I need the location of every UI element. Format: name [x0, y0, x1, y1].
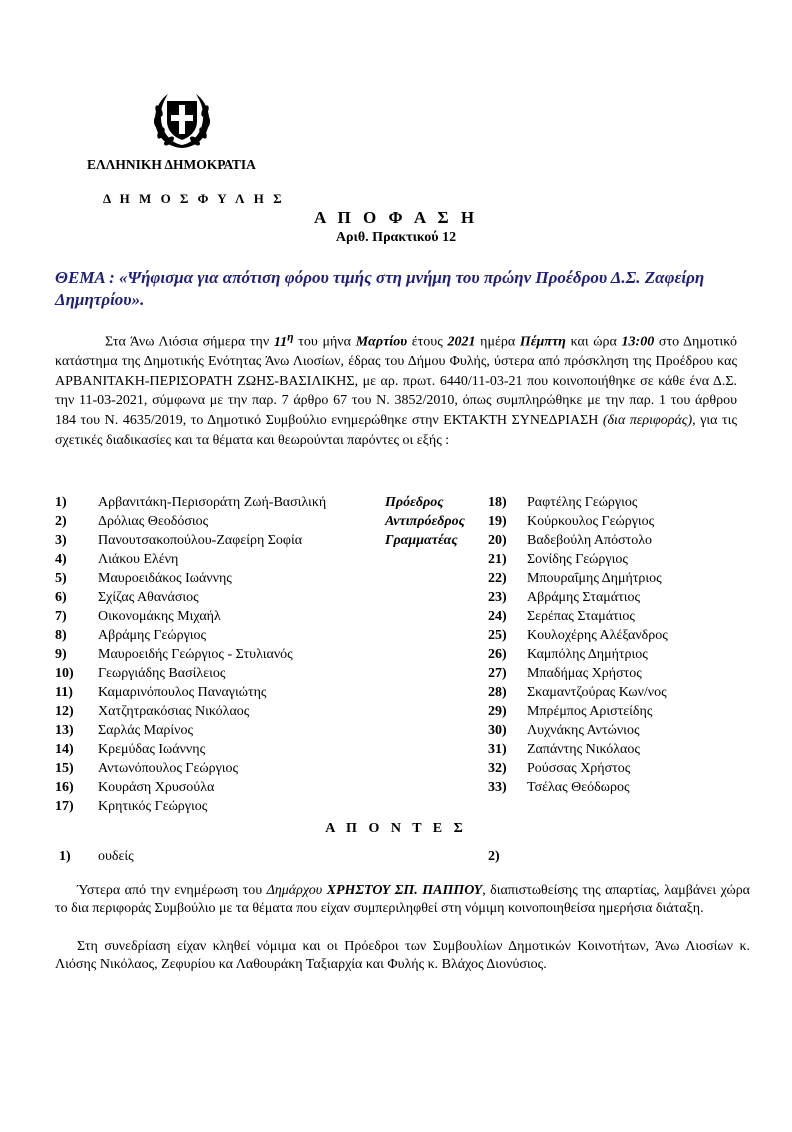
member-number: 26) [488, 647, 507, 662]
member-number: 31) [488, 742, 507, 757]
member-name: Σχίζας Αθανάσιος [98, 590, 199, 605]
member-number: 12) [55, 704, 74, 719]
member-name: Σαρλάς Μαρίνος [98, 723, 194, 738]
member-number: 18) [488, 495, 507, 510]
member-name: Χατζητρακόσιας Νικόλαος [98, 704, 250, 719]
member-number: 19) [488, 514, 507, 529]
member-number: 10) [55, 666, 74, 681]
member-name: Μπαδήμας Χρήστος [527, 666, 642, 681]
member-role: Γραμματέας [385, 533, 458, 548]
member-number: 8) [55, 628, 67, 643]
member-name: Πανουτσακοπούλου-Ζαφείρη Σοφία [98, 533, 303, 548]
member-name: Καμαρινόπουλος Παναγιώτης [98, 685, 267, 700]
member-number: 9) [55, 647, 67, 662]
member-name: Σερέπας Σταμάτιος [527, 609, 635, 624]
member-number: 2) [55, 514, 67, 529]
member-name: Δρόλιας Θεοδόσιος [98, 514, 209, 529]
municipality-heading: Δ Η Μ Ο Σ Φ Υ Λ Η Σ [103, 191, 285, 206]
member-number: 21) [488, 552, 507, 567]
member-name: Αρβανιτάκη-Περισοράτη Ζωή-Βασιλική [98, 495, 327, 510]
republic-heading: ΕΛΛΗΝΙΚΗ ΔΗΜΟΚΡΑΤΙΑ [87, 157, 256, 172]
greek-republic-emblem-icon [151, 89, 213, 151]
member-name: Ρούσσας Χρήστος [527, 761, 631, 776]
member-name: Μπρέμπος Αριστείδης [527, 704, 653, 719]
member-name: Γεωργιάδης Βασίλειος [98, 666, 226, 681]
meeting-mode: (δια περιφοράς) [602, 413, 693, 429]
member-number: 7) [55, 609, 67, 624]
member-name: Λιάκου Ελένη [98, 552, 179, 567]
member-number: 14) [55, 742, 74, 757]
meeting-time: 13:00 [621, 334, 655, 350]
member-number: 13) [55, 723, 74, 738]
member-name: Αβράμης Σταμάτιος [527, 590, 641, 605]
member-name: Τσέλας Θεόδωρος [527, 780, 630, 795]
member-number: 30) [488, 723, 507, 738]
member-name: Λυχνάκης Αντώνιος [527, 723, 640, 738]
closing-paragraph-2: Στη συνεδρίαση είχαν κληθεί νόμιμα και οι Πρόεδροι των Συμβουλίων Δημοτικών Κοινοτήτων, Άνω Λιοσίων κ. Λιόσης Νικόλαος, Ζεφυρίου κα Λαθουράκη Ταξιαρχία και Φυλής κ. Βλάχος Διονύσιος. [55, 939, 750, 972]
member-name: Κουράση Χρυσούλα [98, 780, 215, 795]
member-name: Σονίδης Γεώργιος [527, 552, 628, 567]
member-number: 17) [55, 799, 74, 814]
member-number: 28) [488, 685, 507, 700]
member-name: Ραφτέλης Γεώργιος [527, 495, 638, 510]
member-role: Πρόεδρος [385, 495, 444, 510]
member-number: 3) [55, 533, 67, 548]
meeting-year: 2021 [447, 334, 476, 350]
member-name: Μαυροειδής Γεώργιος - Στυλιανός [98, 647, 293, 662]
absent-number-1: 1) [59, 849, 71, 864]
meeting-month: Μαρτίου [355, 334, 408, 350]
member-name: Σκαμαντζούρας Κων/νος [527, 685, 667, 700]
member-number: 11) [55, 685, 73, 700]
member-name: Κρητικός Γεώργιος [98, 799, 208, 814]
member-number: 23) [488, 590, 507, 605]
member-name: Μπουραΐμης Δημήτριος [527, 571, 662, 586]
member-name: Αντωνόπουλος Γεώργιος [98, 761, 239, 776]
absent-number-2: 2) [488, 849, 500, 864]
member-number: 33) [488, 780, 507, 795]
member-number: 29) [488, 704, 507, 719]
closing-paragraph-1: Ύστερα από την ενημέρωση του Δημάρχου ΧΡΗΣΤΟΥ ΣΠ. ΠΑΠΠΟΥ, διαπιστωθείσης της απαρτίας, λαμβάνει χώρα το δια περιφοράς Συμβούλιο με τα θέματα που είχαν συμπεριληφθεί στη νόμιμη κοινοποιηθείσα ημερήσια διάταξη. [55, 883, 751, 916]
member-number: 4) [55, 552, 67, 567]
member-name: Κούρκουλος Γεώργιος [527, 514, 655, 529]
meeting-day: 11 [273, 334, 288, 350]
member-number: 5) [55, 571, 67, 586]
member-name: Κρεμύδας Ιωάννης [98, 742, 206, 757]
member-name: Αβράμης Γεώργιος [98, 628, 207, 643]
record-number: Αριθ. Πρακτικού 12 [335, 230, 457, 245]
member-name: Βαδεβούλη Απόστολο [527, 533, 653, 548]
meeting-weekday: Πέμπτη [519, 334, 566, 350]
member-number: 1) [55, 495, 67, 510]
absent-name-1: ουδείς [98, 849, 134, 864]
member-number: 20) [488, 533, 507, 548]
member-name: Οικονομάκης Μιχαήλ [98, 609, 221, 624]
member-number: 22) [488, 571, 507, 586]
member-name: Καμπόλης Δημήτριος [527, 647, 648, 662]
member-number: 24) [488, 609, 507, 624]
member-name: Μαυροειδάκος Ιωάννης [98, 571, 232, 586]
document-title: Α Π Ο Φ Α Σ Η [313, 208, 479, 227]
member-number: 6) [55, 590, 67, 605]
intro-paragraph: Στα Άνω Λιόσια σήμερα την $11^\eta$ του μήνα Μαρτίου έτους 2021 ημέρα Πέμπτη και ώρα 13:00 στο Δημοτικό κατάστημα της Δημοτικής Ενότητας Άνω Λιοσίων, έδρας του Δήμου Φυλής, ύστερα από πρόσκληση της Προέδρου κας ΑΡΒΑΝΙΤΑΚΗ-ΠΕΡΙΣΟΡΑΤΗ ΖΩΗΣ-ΒΑΣΙΛΙΚΗΣ, με αρ. πρωτ. 6440/11-03-21 που κοινοποιήθηκε σε κάθε ένα Δ.Σ. την 11-03-2021, σύμφωνα με την παρ. 7 άρθρο 67 του Ν. 3852/2010, όπως συμπληρώθηκε με την παρ. 1 του άρθρου 184 του Ν. 4635/2019, το Δημοτικό Συμβούλιο ενημερώθηκε στην ΕΚΤΑΚΤΗ ΣΥΝΕΔΡΙΑΣΗ (δια περιφοράς), για τις σχετικές διαδικασίες και τα θέματα και θεωρούνται παρόντες οι εξής : [55, 330, 737, 448]
member-number: 27) [488, 666, 507, 681]
member-role: Αντιπρόεδρος [385, 514, 465, 529]
subject-line: ΘΕΜΑ : «Ψήφισμα για απότιση φόρου τιμής στη μνήμη του πρώην Προέδρου Δ.Σ. Ζαφείρη Δημητρίου». [55, 268, 705, 309]
member-name: Ζαπάντης Νικόλαος [527, 742, 640, 757]
member-number: 16) [55, 780, 74, 795]
member-number: 25) [488, 628, 507, 643]
member-number: 32) [488, 761, 507, 776]
member-number: 15) [55, 761, 74, 776]
member-name: Κουλοχέρης Αλέξανδρος [527, 628, 668, 643]
absent-heading: Α Π Ο Ν Τ Ε Σ [325, 821, 467, 836]
